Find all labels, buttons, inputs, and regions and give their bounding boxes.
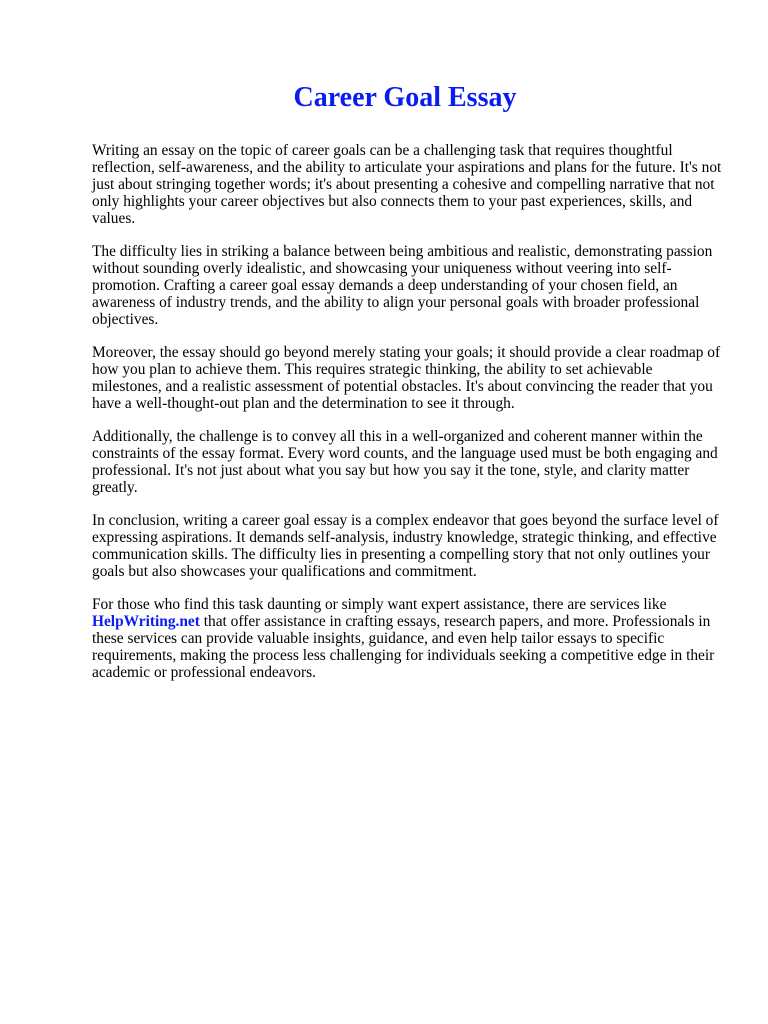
services-text-after-link: that offer assistance in crafting essays, research papers, and more. Professionals in these services can provide valuable insights, guidance, and even help tailor essays to specific requirements, making the process less challenging for individuals seeking a competitive edge in their academic or professional endeavors. — [92, 613, 715, 681]
paragraph-format: Additionally, the challenge is to convey all this in a well-organized and coherent manner within the constraints of the essay format. Every word counts, and the language used must be both engaging and professional. It's not just about what you say but how you say it the tone, style, and clarity matter greatly. — [92, 428, 718, 496]
services-text-before-link: For those who find this task daunting or simply want expert assistance, there are services like — [92, 596, 667, 613]
helpwriting-link[interactable]: HelpWriting.net — [92, 613, 200, 630]
paragraph-services — [92, 596, 724, 681]
paragraph-difficulty: The difficulty lies in striking a balance between being ambitious and realistic, demonstrating passion without sounding overly idealistic, and showcasing your uniqueness without veering into self-promotion. Crafting a career goal essay demands a deep understanding of your chosen field, an awareness of industry trends, and the ability to align your personal goals with broader professional objectives. — [92, 243, 713, 328]
paragraph-conclusion: In conclusion, writing a career goal essay is a complex endeavor that goes beyond the surface level of expressing aspirations. It demands self-analysis, industry knowledge, strategic thinking, and effective communication skills. The difficulty lies in presenting a compelling story that not only outlines your goals but also showcases your qualifications and commitment. — [92, 512, 719, 580]
paragraph-intro: Writing an essay on the topic of career goals can be a challenging task that requires thoughtful reflection, self-awareness, and the ability to articulate your aspirations and plans for the future. It's not just about stringing together words; it's about presenting a cohesive and compelling narrative that not only highlights your career objectives but also connects them to your past experiences, skills, and values. — [92, 142, 722, 227]
document-title: Career Goal Essay — [293, 82, 517, 113]
paragraph-roadmap: Moreover, the essay should go beyond merely stating your goals; it should provide a clear roadmap of how you plan to achieve them. This requires strategic thinking, the ability to set achievable milestones, and a realistic assessment of potential obstacles. It's about convincing the reader that you have a well-thought-out plan and the determination to see it through. — [92, 344, 721, 412]
